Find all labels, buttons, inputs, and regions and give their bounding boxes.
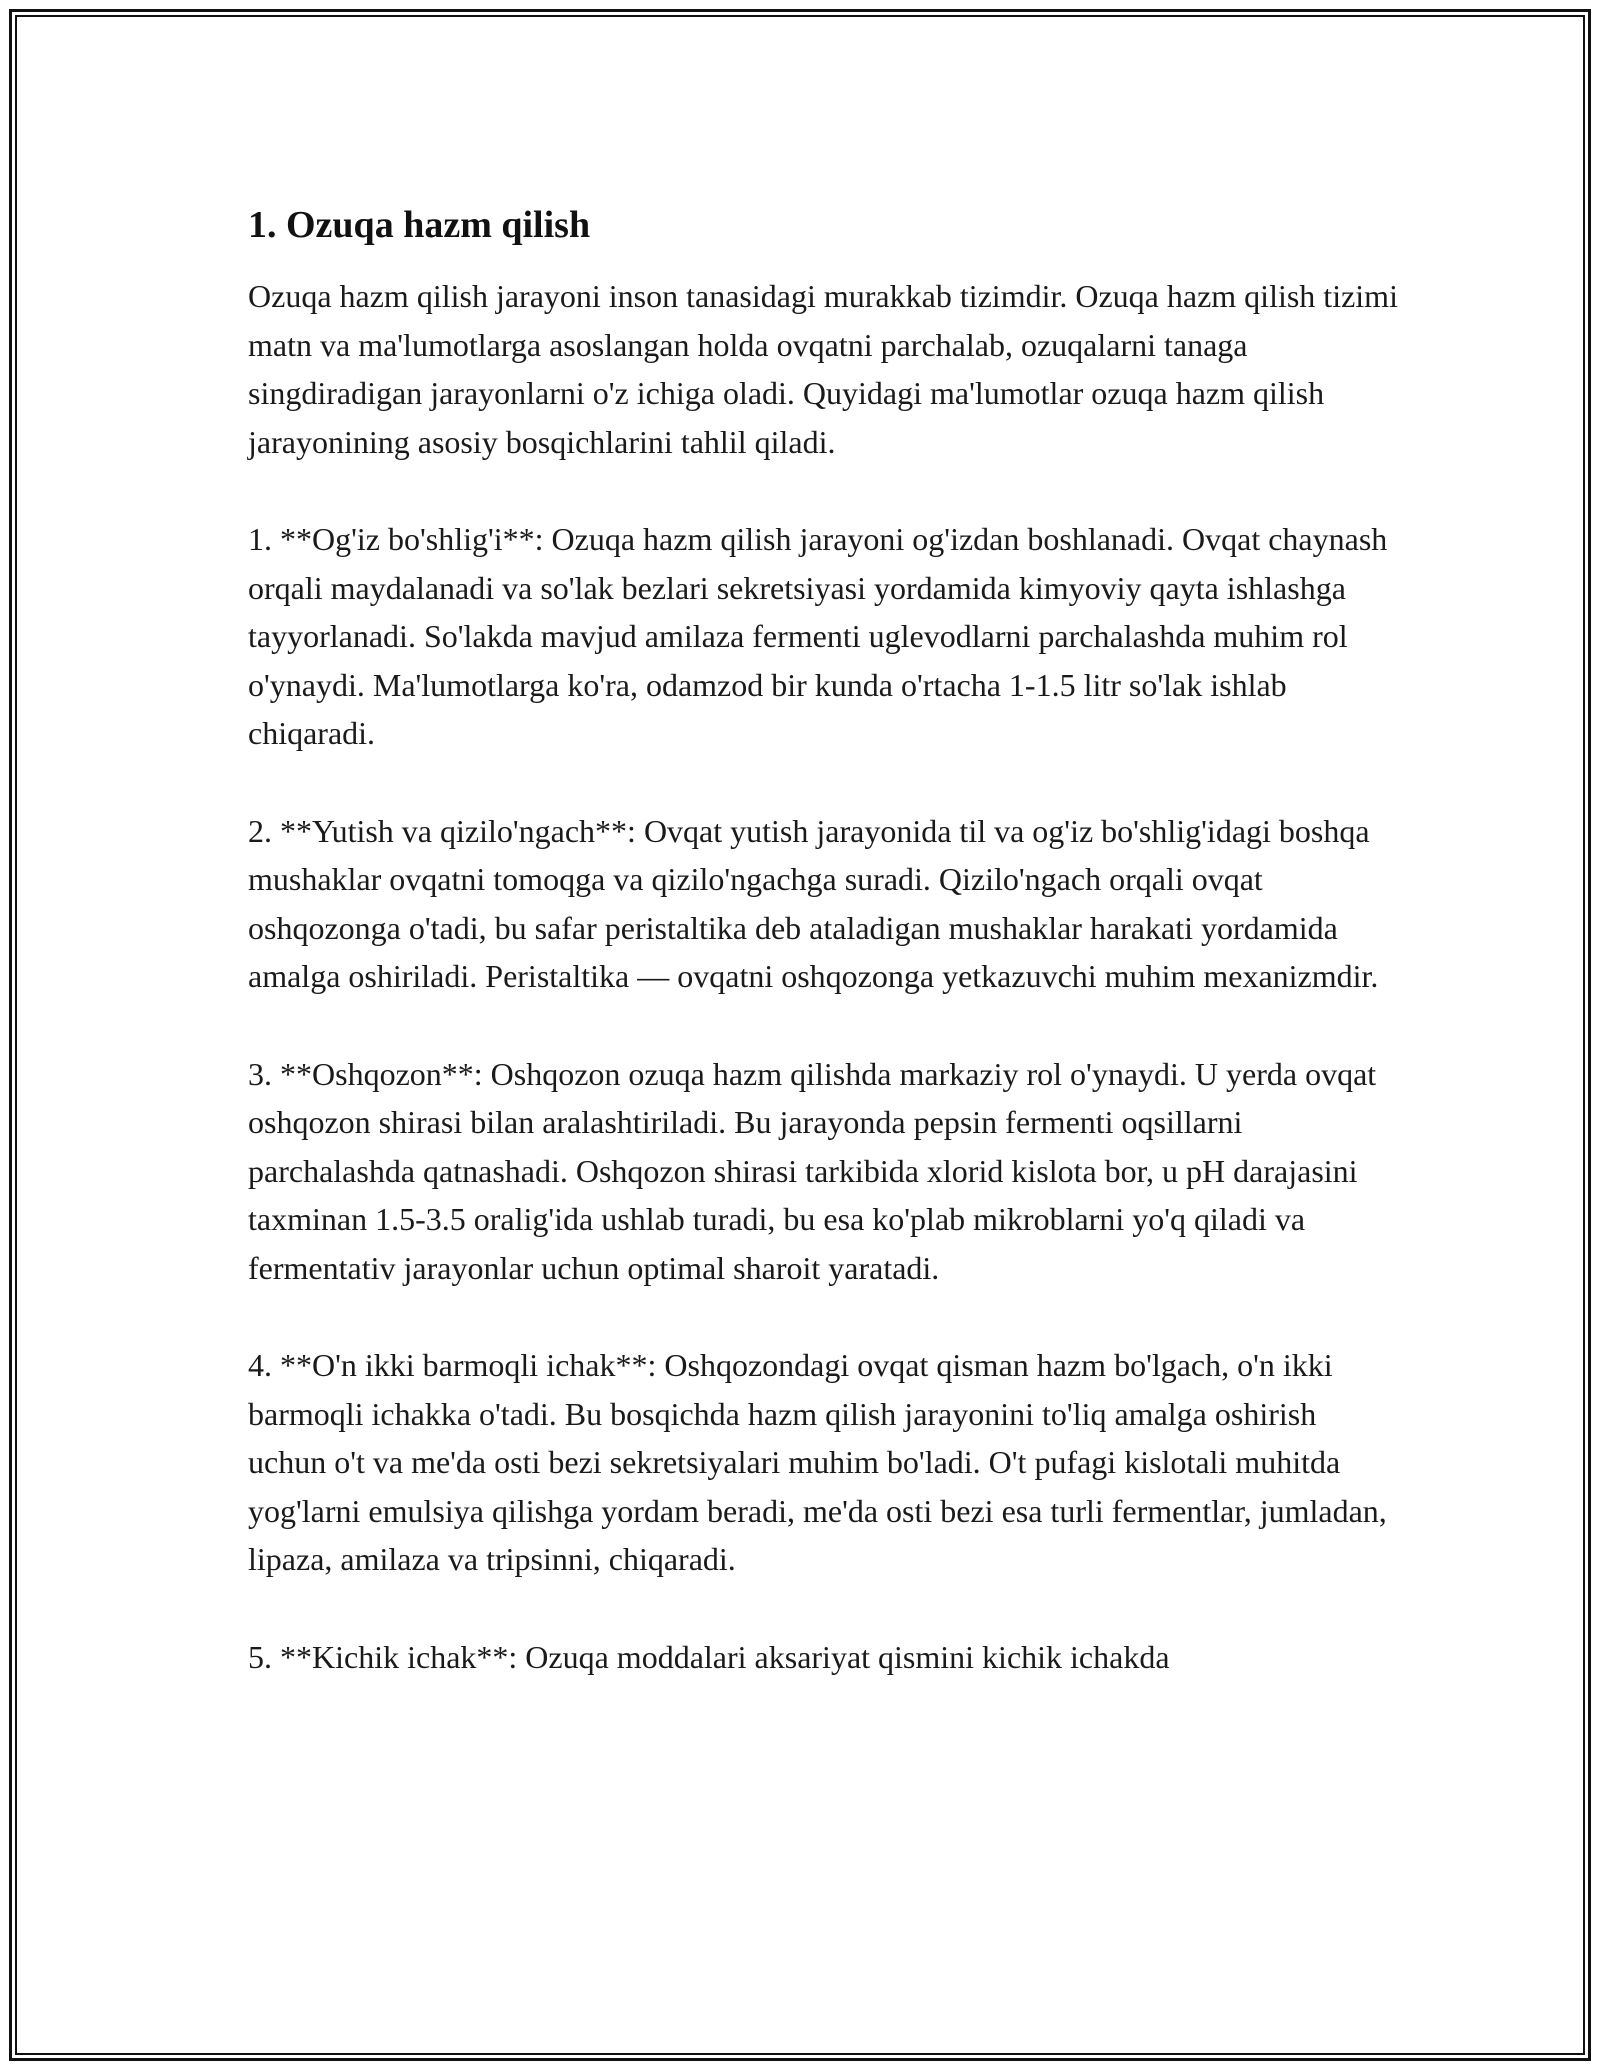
document-body <box>248 192 1398 1681</box>
section-small-intestine: 5. **Kichik ichak**: Ozuqa moddalari aksariyat qismini kichik ichakda <box>248 1638 1170 1675</box>
page-title: 1. Ozuqa hazm qilish <box>248 204 591 246</box>
section-duodenum: 4. **O'n ikki barmoqli ichak**: Oshqozondagi ovqat qisman hazm bo'lgach, o'n ikki barmoqli ichakka o'tadi. Bu bosqichda hazm qilish jarayonini to'liq amalga oshirish uchun o't va me'da osti bezi sekretsiyalari muhim bo'ladi. O't pufagi kislotali muhitda yog'larni emulsiya qilishga yordam beradi, me'da osti bezi esa turli fermentlar, jumladan, lipaza, amilaza va tripsinni, chiqaradi. <box>248 1347 1387 1577</box>
intro-paragraph: Ozuqa hazm qilish jarayoni inson tanasidagi murakkab tizimdir. Ozuqa hazm qilish tizimi matn va ma'lumotlarga asoslangan holda ovqatni parchalab, ozuqalarni tanaga singdiradigan jarayonlarni o'z ichiga oladi. Quyidagi ma'lumotlar ozuqa hazm qilish jarayonining asosiy bosqichlarini tahlil qiladi. <box>248 278 1398 460</box>
section-esophagus: 2. **Yutish va qizilo'ngach**: Ovqat yutish jarayonida til va og'iz bo'shlig'idagi boshqa mushaklar ovqatni tomoqga va qizilo'ngachga suradi. Qizilo'ngach orqali ovqat oshqozonga o'tadi, bu safar peristaltika deb ataladigan mushaklar harakati yordamida amalga oshiriladi. Peristaltika — ovqatni oshqozonga yetkazuvchi muhim mexanizmdir. <box>248 812 1379 994</box>
section-stomach: 3. **Oshqozon**: Oshqozon ozuqa hazm qilishda markaziy rol o'ynaydi. U yerda ovqat oshqozon shirasi bilan aralashtiriladi. Bu jarayonda pepsin fermenti oqsillarni parchalashda qatnashadi. Oshqozon shirasi tarkibida xlorid kislota bor, u pH darajasini taxminan 1.5-3.5 oralig'ida ushlab turadi, bu esa ko'plab mikroblarni yo'q qiladi va fermentativ jarayonlar uchun optimal sharoit yaratadi. <box>248 1055 1377 1286</box>
section-oral-cavity: 1. **Og'iz bo'shlig'i**: Ozuqa hazm qilish jarayoni og'izdan boshlanadi. Ovqat chaynash orqali maydalanadi va so'lak bezlari sekretsiyasi yordamida kimyoviy qayta ishlashga tayyorlanadi. So'lakda mavjud amilaza fermenti uglevodlarni parchalashda muhim rol o'ynaydi. Ma'lumotlarga ko'ra, odamzod bir kunda o'rtacha 1-1.5 litr so'lak ishlab chiqaradi. <box>248 521 1388 751</box>
page-frame <box>9 9 1591 2061</box>
